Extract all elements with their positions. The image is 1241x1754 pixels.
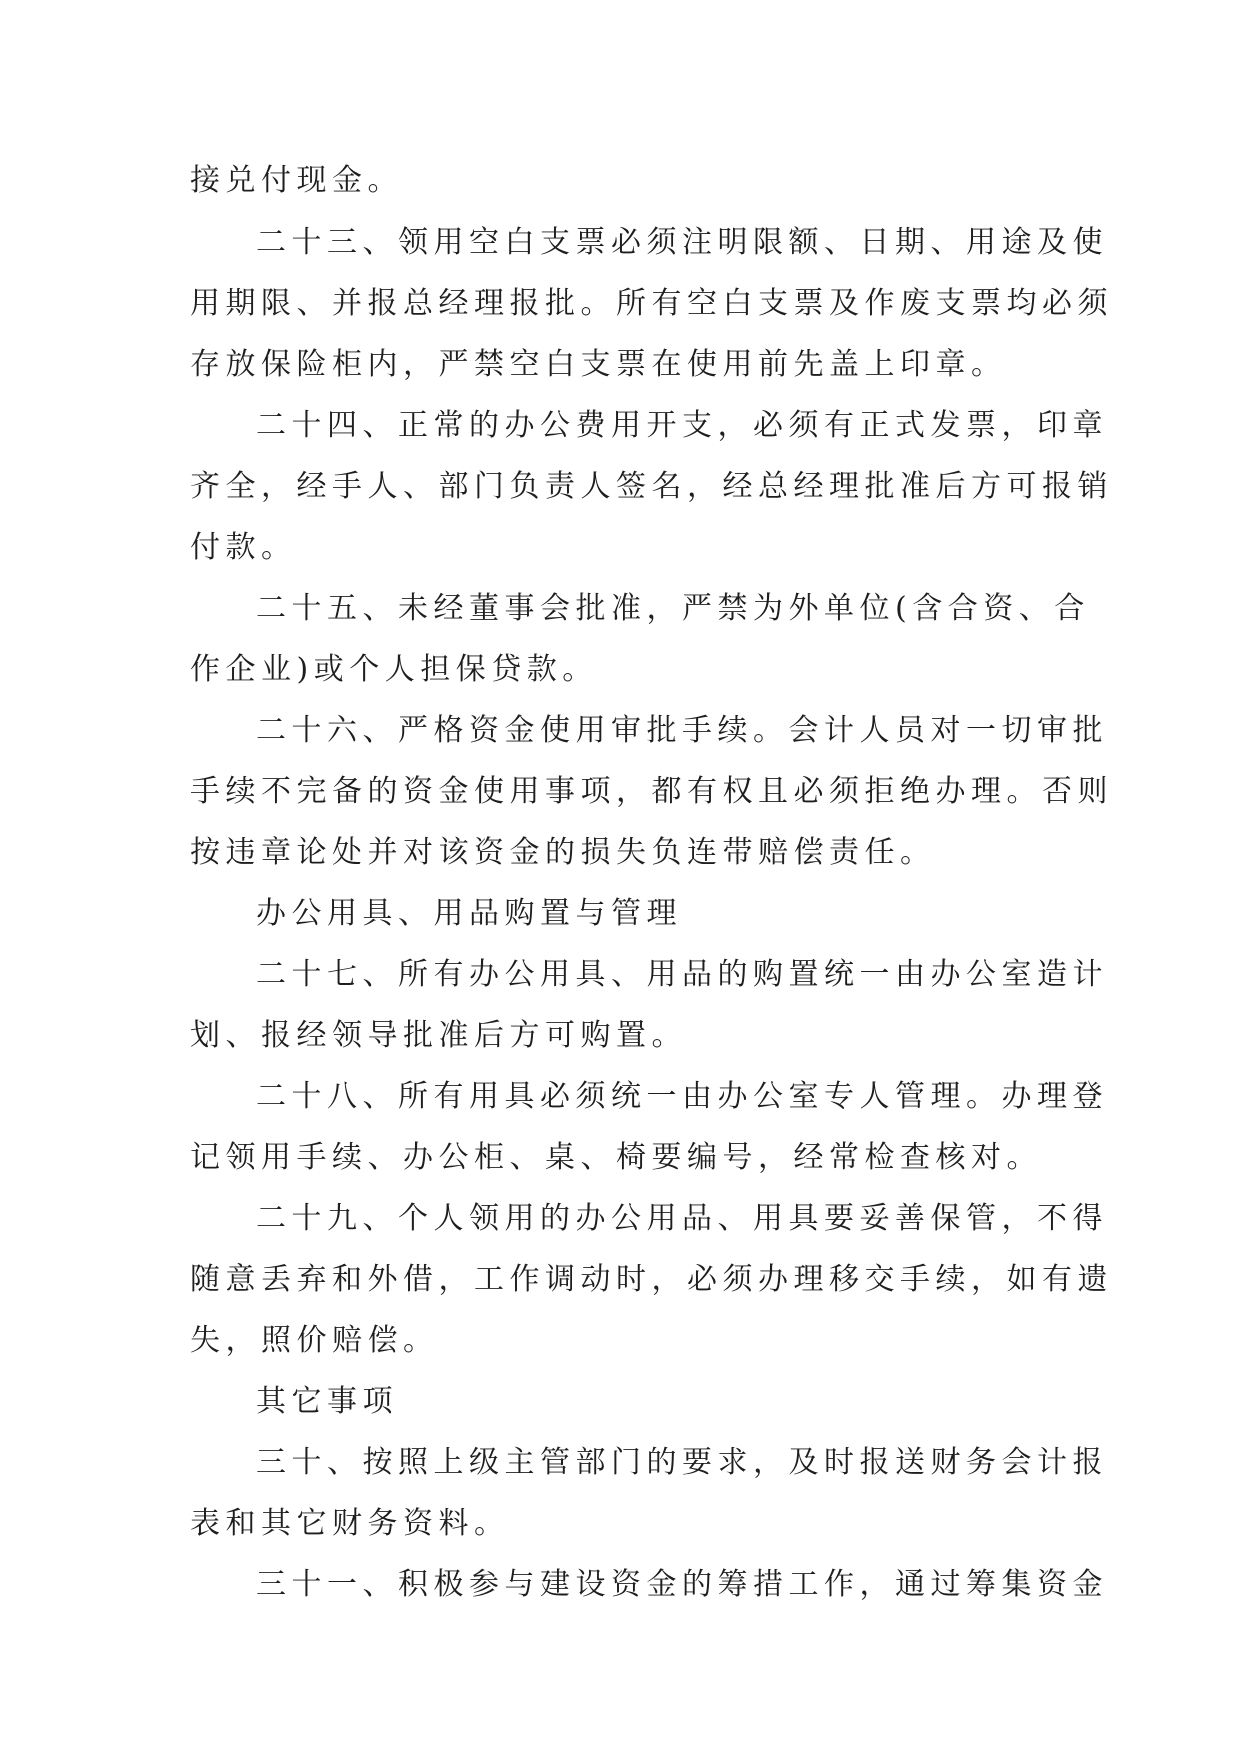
text-line: 失，照价赔偿。: [190, 1323, 439, 1358]
paragraph-start-line: 二十三、领用空白支票必须注明限额、日期、用途及使: [256, 225, 1108, 260]
text-line: 划、报经领导批准后方可购置。: [190, 1018, 687, 1053]
text-line: 接兑付现金。: [190, 163, 403, 198]
paragraph-start-line: 二十四、正常的办公费用开支，必须有正式发票，印章: [256, 408, 1108, 443]
paragraph-start-line: 三十、按照上级主管部门的要求，及时报送财务会计报: [256, 1445, 1108, 1480]
text-line: 表和其它财务资料。: [190, 1506, 510, 1541]
text-line: 齐全，经手人、部门负责人签名，经总经理批准后方可报销: [190, 469, 1113, 504]
text-line: 付款。: [190, 530, 297, 565]
paragraph-start-line: 三十一、积极参与建设资金的筹措工作，通过筹集资金: [256, 1567, 1108, 1602]
text-line: 手续不完备的资金使用事项，都有权且必须拒绝办理。否则: [190, 774, 1113, 809]
paragraph-start-line: 二十五、未经董事会批准，严禁为外单位(含合资、合: [256, 591, 1090, 626]
section-heading: 其它事项: [256, 1384, 398, 1419]
text-line: 随意丢弃和外借，工作调动时，必须办理移交手续，如有遗: [190, 1262, 1113, 1297]
text-line: 作企业)或个人担保贷款。: [190, 652, 598, 687]
paragraph-start-line: 二十八、所有用具必须统一由办公室专人管理。办理登: [256, 1079, 1108, 1114]
text-line: 存放保险柜内，严禁空白支票在使用前先盖上印章。: [190, 347, 1007, 382]
paragraph-start-line: 二十六、严格资金使用审批手续。会计人员对一切审批: [256, 713, 1108, 748]
paragraph-start-line: 二十九、个人领用的办公用品、用具要妥善保管，不得: [256, 1201, 1108, 1236]
section-heading: 办公用具、用品购置与管理: [256, 896, 682, 931]
text-line: 记领用手续、办公柜、桌、椅要编号，经常检查核对。: [190, 1140, 1042, 1175]
paragraph-start-line: 二十七、所有办公用具、用品的购置统一由办公室造计: [256, 957, 1108, 992]
document-body: [190, 150, 1113, 1615]
text-line: 按违章论处并对该资金的损失负连带赔偿责任。: [190, 835, 936, 870]
text-line: 用期限、并报总经理报批。所有空白支票及作废支票均必须: [190, 286, 1113, 321]
